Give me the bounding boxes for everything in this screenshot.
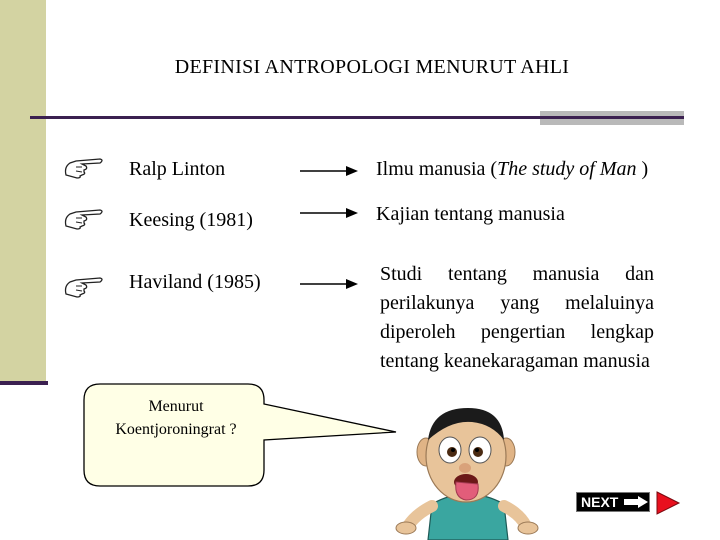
definition-haviland: Studi tentang manusia dan perilakunya yang melaluinya diperoleh pengertian lengkap tentang keanekaragaman manusia <box>380 263 654 372</box>
definition-end-text: ) <box>636 158 649 180</box>
next-label: NEXT <box>581 494 619 510</box>
next-button[interactable] <box>576 492 650 512</box>
definition-text: Ilmu manusia ( <box>376 158 498 180</box>
expert-ralp-linton: Ralp Linton <box>129 158 226 180</box>
right-arrow-icon <box>624 496 648 508</box>
callout-line-1: Menurut <box>148 398 204 415</box>
callout-question <box>88 395 264 441</box>
expert-haviland: Haviland (1985) <box>129 271 261 293</box>
callout-line-2: Koentjoroningrat ? <box>115 421 237 438</box>
expert-keesing: Keesing (1981) <box>129 209 253 231</box>
cartoon-character-image <box>392 400 542 540</box>
definition-keesing: Kajian tentang manusia <box>376 203 565 225</box>
definition-italic-text: The study of Man <box>497 158 637 180</box>
slide-title: DEFINISI ANTROPOLOGI MENURUT AHLI <box>174 56 570 78</box>
play-triangle-icon[interactable] <box>655 490 681 516</box>
